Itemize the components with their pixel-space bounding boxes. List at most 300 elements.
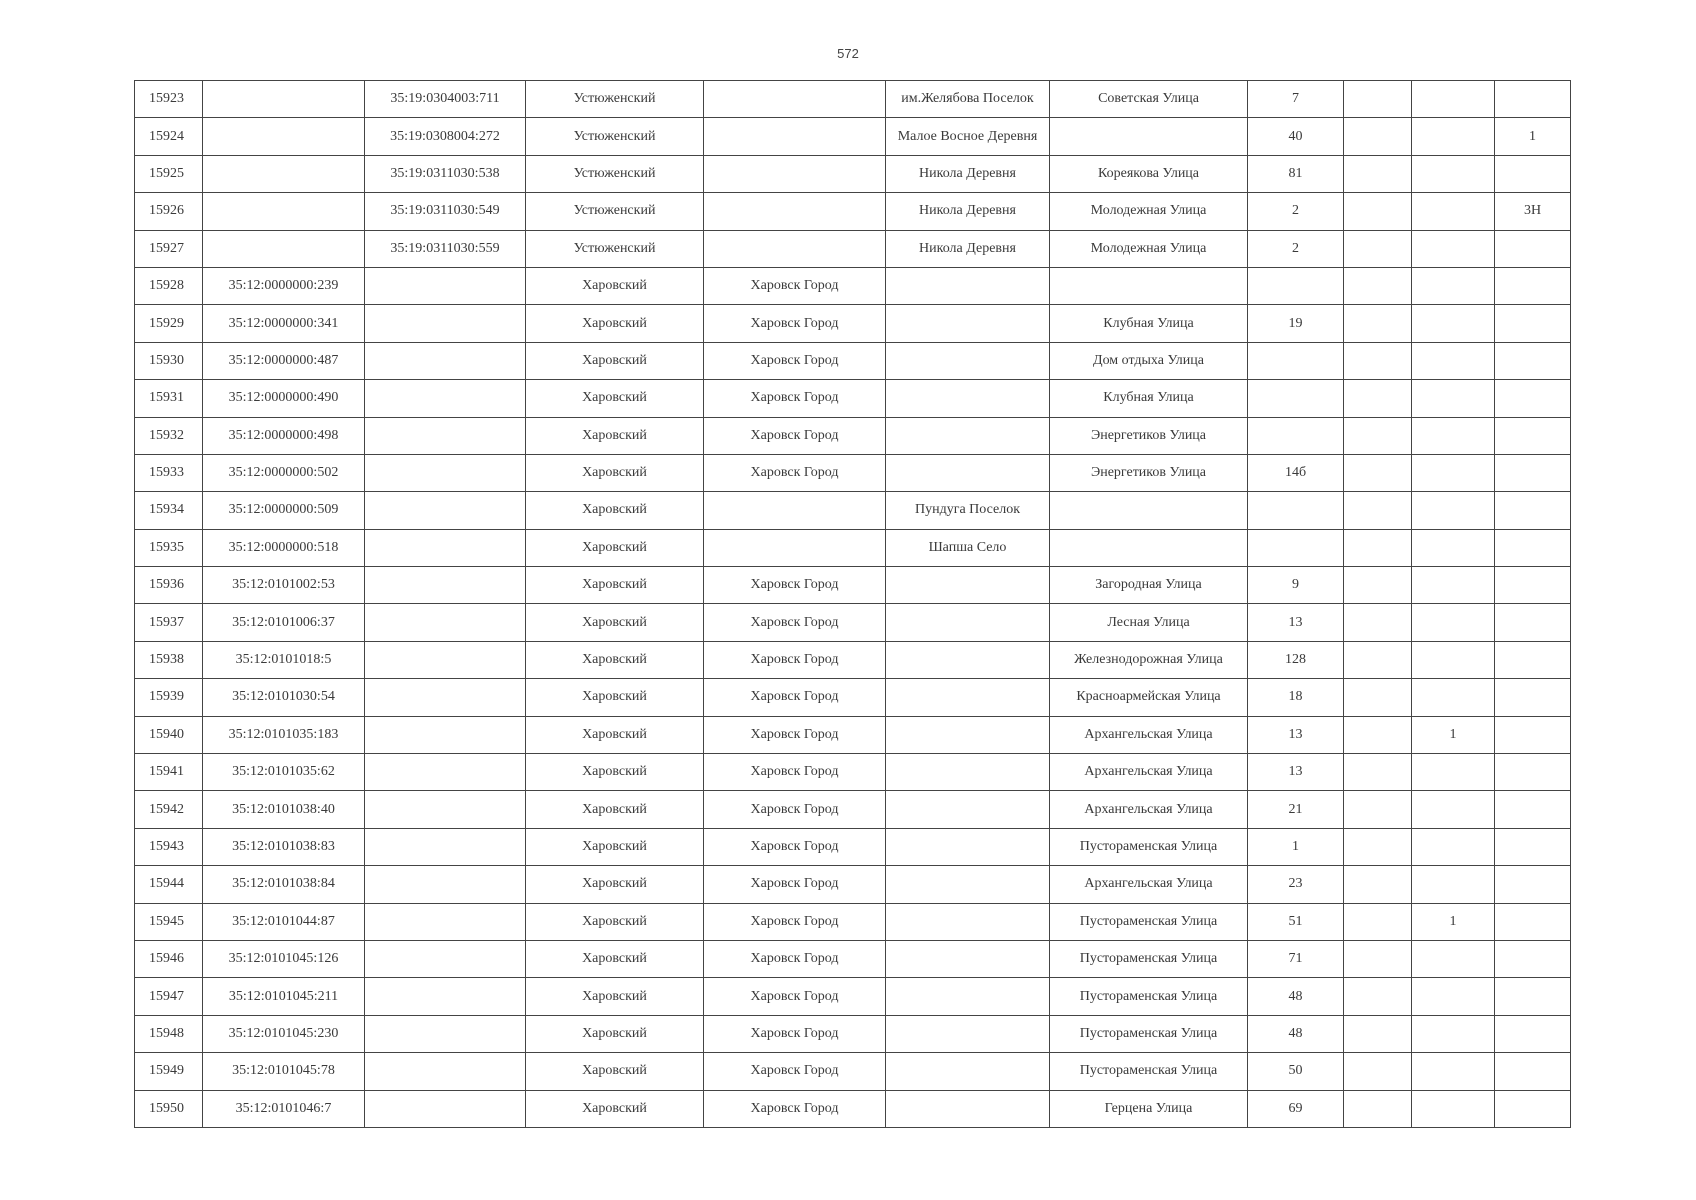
district-cell: Харовский — [526, 492, 704, 529]
house-number-cell: 71 — [1248, 940, 1344, 977]
cadastral-number-cell: 35:12:0101045:126 — [203, 940, 365, 977]
city-cell: Харовск Город — [704, 305, 886, 342]
structure-cell — [1412, 342, 1495, 379]
structure-cell — [1412, 1015, 1495, 1052]
street-cell: Пустораменская Улица — [1050, 1053, 1248, 1090]
apartment-cell — [1495, 866, 1571, 903]
district-cell: Харовский — [526, 267, 704, 304]
house-number-cell: 1 — [1248, 828, 1344, 865]
apartment-cell — [1495, 380, 1571, 417]
street-cell: Железнодорожная Улица — [1050, 641, 1248, 678]
street-cell: Пустораменская Улица — [1050, 828, 1248, 865]
building-cell — [1344, 417, 1412, 454]
structure-cell — [1412, 641, 1495, 678]
cadastral-number-alt-cell — [365, 380, 526, 417]
settlement-cell: Малое Восное Деревня — [886, 118, 1050, 155]
street-cell: Советская Улица — [1050, 81, 1248, 118]
structure-cell: 1 — [1412, 903, 1495, 940]
street-cell: Лесная Улица — [1050, 604, 1248, 641]
street-cell: Молодежная Улица — [1050, 230, 1248, 267]
settlement-cell — [886, 1015, 1050, 1052]
cadastral-number-alt-cell — [365, 940, 526, 977]
structure-cell — [1412, 193, 1495, 230]
building-cell — [1344, 305, 1412, 342]
cadastral-number-alt-cell — [365, 903, 526, 940]
record-number-cell: 15943 — [135, 828, 203, 865]
structure-cell — [1412, 679, 1495, 716]
table-row — [135, 193, 1571, 230]
city-cell: Харовск Город — [704, 866, 886, 903]
structure-cell: 1 — [1412, 716, 1495, 753]
street-cell: Красноармейская Улица — [1050, 679, 1248, 716]
structure-cell — [1412, 155, 1495, 192]
apartment-cell — [1495, 1015, 1571, 1052]
building-cell — [1344, 641, 1412, 678]
table-row — [135, 754, 1571, 791]
house-number-cell: 21 — [1248, 791, 1344, 828]
house-number-cell: 13 — [1248, 716, 1344, 753]
district-cell: Харовский — [526, 716, 704, 753]
building-cell — [1344, 866, 1412, 903]
cadastral-number-alt-cell — [365, 305, 526, 342]
house-number-cell: 40 — [1248, 118, 1344, 155]
structure-cell — [1412, 978, 1495, 1015]
city-cell — [704, 81, 886, 118]
building-cell — [1344, 940, 1412, 977]
table-row — [135, 380, 1571, 417]
settlement-cell — [886, 267, 1050, 304]
cadastral-number-alt-cell — [365, 604, 526, 641]
cadastral-number-cell: 35:12:0000000:518 — [203, 529, 365, 566]
cadastral-number-cell: 35:12:0101038:84 — [203, 866, 365, 903]
record-number-cell: 15949 — [135, 1053, 203, 1090]
district-cell: Харовский — [526, 380, 704, 417]
district-cell: Устюженский — [526, 81, 704, 118]
structure-cell — [1412, 604, 1495, 641]
building-cell — [1344, 1090, 1412, 1127]
apartment-cell — [1495, 567, 1571, 604]
cadastral-number-alt-cell — [365, 641, 526, 678]
structure-cell — [1412, 866, 1495, 903]
city-cell: Харовск Город — [704, 417, 886, 454]
cadastral-number-alt-cell — [365, 417, 526, 454]
cadastral-number-alt-cell: 35:19:0311030:549 — [365, 193, 526, 230]
record-number-cell: 15928 — [135, 267, 203, 304]
settlement-cell — [886, 1053, 1050, 1090]
city-cell: Харовск Город — [704, 267, 886, 304]
settlement-cell — [886, 866, 1050, 903]
record-number-cell: 15932 — [135, 417, 203, 454]
building-cell — [1344, 978, 1412, 1015]
apartment-cell — [1495, 978, 1571, 1015]
city-cell: Харовск Город — [704, 1090, 886, 1127]
city-cell: Харовск Город — [704, 604, 886, 641]
building-cell — [1344, 342, 1412, 379]
city-cell — [704, 230, 886, 267]
apartment-cell — [1495, 828, 1571, 865]
cadastral-number-alt-cell: 35:19:0308004:272 — [365, 118, 526, 155]
house-number-cell: 7 — [1248, 81, 1344, 118]
cadastral-number-cell: 35:12:0000000:341 — [203, 305, 365, 342]
apartment-cell — [1495, 454, 1571, 491]
city-cell — [704, 492, 886, 529]
district-cell: Харовский — [526, 679, 704, 716]
house-number-cell: 69 — [1248, 1090, 1344, 1127]
structure-cell — [1412, 118, 1495, 155]
table-row — [135, 529, 1571, 566]
district-cell: Харовский — [526, 641, 704, 678]
settlement-cell: им.Желябова Поселок — [886, 81, 1050, 118]
table-row — [135, 903, 1571, 940]
building-cell — [1344, 903, 1412, 940]
house-number-cell: 19 — [1248, 305, 1344, 342]
cadastral-number-cell: 35:12:0101035:62 — [203, 754, 365, 791]
cadastral-number-cell — [203, 155, 365, 192]
record-number-cell: 15946 — [135, 940, 203, 977]
building-cell — [1344, 193, 1412, 230]
city-cell — [704, 118, 886, 155]
apartment-cell: 3Н — [1495, 193, 1571, 230]
apartment-cell — [1495, 754, 1571, 791]
cadastral-number-cell: 35:12:0101006:37 — [203, 604, 365, 641]
city-cell — [704, 529, 886, 566]
city-cell: Харовск Город — [704, 454, 886, 491]
street-cell: Архангельская Улица — [1050, 866, 1248, 903]
building-cell — [1344, 679, 1412, 716]
record-number-cell: 15930 — [135, 342, 203, 379]
cadastral-number-cell: 35:12:0000000:502 — [203, 454, 365, 491]
house-number-cell: 51 — [1248, 903, 1344, 940]
table-row — [135, 978, 1571, 1015]
record-number-cell: 15938 — [135, 641, 203, 678]
table-row — [135, 1053, 1571, 1090]
cadastral-number-alt-cell — [365, 679, 526, 716]
table-row — [135, 118, 1571, 155]
district-cell: Харовский — [526, 940, 704, 977]
house-number-cell: 9 — [1248, 567, 1344, 604]
apartment-cell — [1495, 604, 1571, 641]
record-number-cell: 15950 — [135, 1090, 203, 1127]
settlement-cell: Никола Деревня — [886, 193, 1050, 230]
record-number-cell: 15942 — [135, 791, 203, 828]
table-row — [135, 1090, 1571, 1127]
record-number-cell: 15923 — [135, 81, 203, 118]
settlement-cell: Никола Деревня — [886, 230, 1050, 267]
city-cell: Харовск Город — [704, 342, 886, 379]
record-number-cell: 15947 — [135, 978, 203, 1015]
building-cell — [1344, 267, 1412, 304]
district-cell: Харовский — [526, 828, 704, 865]
house-number-cell: 2 — [1248, 230, 1344, 267]
street-cell: Дом отдыха Улица — [1050, 342, 1248, 379]
street-cell: Пустораменская Улица — [1050, 903, 1248, 940]
district-cell: Устюженский — [526, 118, 704, 155]
cadastral-number-alt-cell — [365, 866, 526, 903]
table-row — [135, 492, 1571, 529]
table-row — [135, 81, 1571, 118]
cadastral-number-alt-cell — [365, 529, 526, 566]
building-cell — [1344, 1053, 1412, 1090]
apartment-cell: 1 — [1495, 118, 1571, 155]
apartment-cell — [1495, 81, 1571, 118]
record-number-cell: 15931 — [135, 380, 203, 417]
district-cell: Харовский — [526, 1015, 704, 1052]
record-number-cell: 15925 — [135, 155, 203, 192]
record-number-cell: 15940 — [135, 716, 203, 753]
building-cell — [1344, 492, 1412, 529]
district-cell: Устюженский — [526, 193, 704, 230]
house-number-cell: 48 — [1248, 1015, 1344, 1052]
record-number-cell: 15934 — [135, 492, 203, 529]
house-number-cell — [1248, 342, 1344, 379]
house-number-cell: 48 — [1248, 978, 1344, 1015]
apartment-cell — [1495, 230, 1571, 267]
settlement-cell — [886, 828, 1050, 865]
cadastral-number-alt-cell — [365, 267, 526, 304]
building-cell — [1344, 716, 1412, 753]
settlement-cell — [886, 791, 1050, 828]
cadastral-number-alt-cell — [365, 791, 526, 828]
apartment-cell — [1495, 417, 1571, 454]
page-number: 572 — [837, 46, 859, 61]
building-cell — [1344, 1015, 1412, 1052]
building-cell — [1344, 529, 1412, 566]
table-row — [135, 230, 1571, 267]
settlement-cell — [886, 567, 1050, 604]
building-cell — [1344, 155, 1412, 192]
city-cell: Харовск Город — [704, 679, 886, 716]
structure-cell — [1412, 940, 1495, 977]
structure-cell — [1412, 791, 1495, 828]
cadastral-number-alt-cell — [365, 342, 526, 379]
building-cell — [1344, 118, 1412, 155]
city-cell: Харовск Город — [704, 791, 886, 828]
apartment-cell — [1495, 305, 1571, 342]
cadastral-number-cell: 35:12:0101038:40 — [203, 791, 365, 828]
street-cell — [1050, 529, 1248, 566]
structure-cell — [1412, 1090, 1495, 1127]
cadastral-number-cell: 35:12:0101046:7 — [203, 1090, 365, 1127]
building-cell — [1344, 454, 1412, 491]
street-cell — [1050, 118, 1248, 155]
district-cell: Устюженский — [526, 230, 704, 267]
record-number-cell: 15945 — [135, 903, 203, 940]
city-cell — [704, 155, 886, 192]
street-cell: Пустораменская Улица — [1050, 1015, 1248, 1052]
district-cell: Харовский — [526, 529, 704, 566]
cadastral-number-alt-cell — [365, 828, 526, 865]
cadastral-number-alt-cell — [365, 716, 526, 753]
apartment-cell — [1495, 492, 1571, 529]
apartment-cell — [1495, 1090, 1571, 1127]
cadastral-number-cell: 35:12:0101045:78 — [203, 1053, 365, 1090]
house-number-cell — [1248, 267, 1344, 304]
building-cell — [1344, 380, 1412, 417]
house-number-cell: 13 — [1248, 604, 1344, 641]
district-cell: Харовский — [526, 791, 704, 828]
settlement-cell: Никола Деревня — [886, 155, 1050, 192]
settlement-cell — [886, 454, 1050, 491]
settlement-cell — [886, 604, 1050, 641]
district-cell: Харовский — [526, 1053, 704, 1090]
apartment-cell — [1495, 1053, 1571, 1090]
record-number-cell: 15924 — [135, 118, 203, 155]
structure-cell — [1412, 454, 1495, 491]
settlement-cell — [886, 641, 1050, 678]
record-number-cell: 15944 — [135, 866, 203, 903]
street-cell: Клубная Улица — [1050, 380, 1248, 417]
building-cell — [1344, 791, 1412, 828]
street-cell: Клубная Улица — [1050, 305, 1248, 342]
record-number-cell: 15926 — [135, 193, 203, 230]
settlement-cell — [886, 417, 1050, 454]
district-cell: Харовский — [526, 1090, 704, 1127]
district-cell: Харовский — [526, 454, 704, 491]
cadastral-number-cell: 35:12:0000000:498 — [203, 417, 365, 454]
district-cell: Харовский — [526, 305, 704, 342]
city-cell: Харовск Город — [704, 380, 886, 417]
cadastral-number-alt-cell — [365, 492, 526, 529]
city-cell: Харовск Город — [704, 567, 886, 604]
street-cell: Пустораменская Улица — [1050, 978, 1248, 1015]
cadastral-number-alt-cell: 35:19:0304003:711 — [365, 81, 526, 118]
settlement-cell — [886, 903, 1050, 940]
building-cell — [1344, 230, 1412, 267]
district-cell: Харовский — [526, 978, 704, 1015]
apartment-cell — [1495, 903, 1571, 940]
cadastral-number-cell: 35:12:0101044:87 — [203, 903, 365, 940]
registry-table-body — [135, 81, 1571, 1128]
city-cell: Харовск Город — [704, 828, 886, 865]
structure-cell — [1412, 305, 1495, 342]
street-cell: Архангельская Улица — [1050, 716, 1248, 753]
cadastral-number-cell: 35:12:0101045:230 — [203, 1015, 365, 1052]
house-number-cell: 23 — [1248, 866, 1344, 903]
house-number-cell — [1248, 417, 1344, 454]
record-number-cell: 15941 — [135, 754, 203, 791]
cadastral-number-cell: 35:12:0000000:239 — [203, 267, 365, 304]
cadastral-number-cell: 35:12:0000000:490 — [203, 380, 365, 417]
building-cell — [1344, 81, 1412, 118]
structure-cell — [1412, 754, 1495, 791]
settlement-cell — [886, 940, 1050, 977]
table-row — [135, 454, 1571, 491]
building-cell — [1344, 604, 1412, 641]
settlement-cell — [886, 754, 1050, 791]
structure-cell — [1412, 267, 1495, 304]
structure-cell — [1412, 567, 1495, 604]
table-row — [135, 567, 1571, 604]
building-cell — [1344, 567, 1412, 604]
table-row — [135, 716, 1571, 753]
table-row — [135, 155, 1571, 192]
table-row — [135, 1015, 1571, 1052]
apartment-cell — [1495, 155, 1571, 192]
district-cell: Устюженский — [526, 155, 704, 192]
cadastral-number-cell — [203, 193, 365, 230]
structure-cell — [1412, 828, 1495, 865]
record-number-cell: 15935 — [135, 529, 203, 566]
table-row — [135, 342, 1571, 379]
cadastral-number-alt-cell — [365, 1053, 526, 1090]
house-number-cell: 50 — [1248, 1053, 1344, 1090]
cadastral-number-cell — [203, 230, 365, 267]
settlement-cell — [886, 978, 1050, 1015]
house-number-cell: 13 — [1248, 754, 1344, 791]
structure-cell — [1412, 81, 1495, 118]
record-number-cell: 15933 — [135, 454, 203, 491]
cadastral-number-cell: 35:12:0000000:487 — [203, 342, 365, 379]
settlement-cell — [886, 679, 1050, 716]
table-row — [135, 940, 1571, 977]
house-number-cell: 18 — [1248, 679, 1344, 716]
street-cell: Герцена Улица — [1050, 1090, 1248, 1127]
structure-cell — [1412, 1053, 1495, 1090]
house-number-cell — [1248, 380, 1344, 417]
record-number-cell: 15929 — [135, 305, 203, 342]
street-cell — [1050, 267, 1248, 304]
cadastral-number-cell — [203, 118, 365, 155]
table-row — [135, 866, 1571, 903]
settlement-cell: Пундуга Поселок — [886, 492, 1050, 529]
apartment-cell — [1495, 679, 1571, 716]
street-cell: Архангельская Улица — [1050, 791, 1248, 828]
cadastral-number-cell: 35:12:0000000:509 — [203, 492, 365, 529]
record-number-cell: 15937 — [135, 604, 203, 641]
record-number-cell: 15936 — [135, 567, 203, 604]
house-number-cell — [1248, 529, 1344, 566]
cadastral-number-alt-cell — [365, 1090, 526, 1127]
house-number-cell: 81 — [1248, 155, 1344, 192]
table-row — [135, 679, 1571, 716]
city-cell: Харовск Город — [704, 940, 886, 977]
table-row — [135, 641, 1571, 678]
cadastral-number-cell: 35:12:0101002:53 — [203, 567, 365, 604]
street-cell: Пустораменская Улица — [1050, 940, 1248, 977]
street-cell: Молодежная Улица — [1050, 193, 1248, 230]
house-number-cell: 14б — [1248, 454, 1344, 491]
settlement-cell: Шапша Село — [886, 529, 1050, 566]
record-number-cell: 15939 — [135, 679, 203, 716]
city-cell: Харовск Город — [704, 716, 886, 753]
cadastral-number-cell — [203, 81, 365, 118]
table-row — [135, 828, 1571, 865]
cadastral-number-alt-cell — [365, 978, 526, 1015]
table-row — [135, 417, 1571, 454]
cadastral-number-alt-cell — [365, 454, 526, 491]
cadastral-number-alt-cell — [365, 754, 526, 791]
cadastral-number-alt-cell — [365, 1015, 526, 1052]
city-cell: Харовск Город — [704, 1053, 886, 1090]
cadastral-number-alt-cell: 35:19:0311030:538 — [365, 155, 526, 192]
apartment-cell — [1495, 641, 1571, 678]
street-cell — [1050, 492, 1248, 529]
district-cell: Харовский — [526, 417, 704, 454]
street-cell: Энергетиков Улица — [1050, 417, 1248, 454]
city-cell: Харовск Город — [704, 903, 886, 940]
structure-cell — [1412, 230, 1495, 267]
cadastral-number-cell: 35:12:0101038:83 — [203, 828, 365, 865]
district-cell: Харовский — [526, 342, 704, 379]
city-cell: Харовск Город — [704, 754, 886, 791]
cadastral-number-alt-cell: 35:19:0311030:559 — [365, 230, 526, 267]
apartment-cell — [1495, 267, 1571, 304]
street-cell: Кореякова Улица — [1050, 155, 1248, 192]
record-number-cell: 15927 — [135, 230, 203, 267]
district-cell: Харовский — [526, 604, 704, 641]
structure-cell — [1412, 417, 1495, 454]
district-cell: Харовский — [526, 754, 704, 791]
